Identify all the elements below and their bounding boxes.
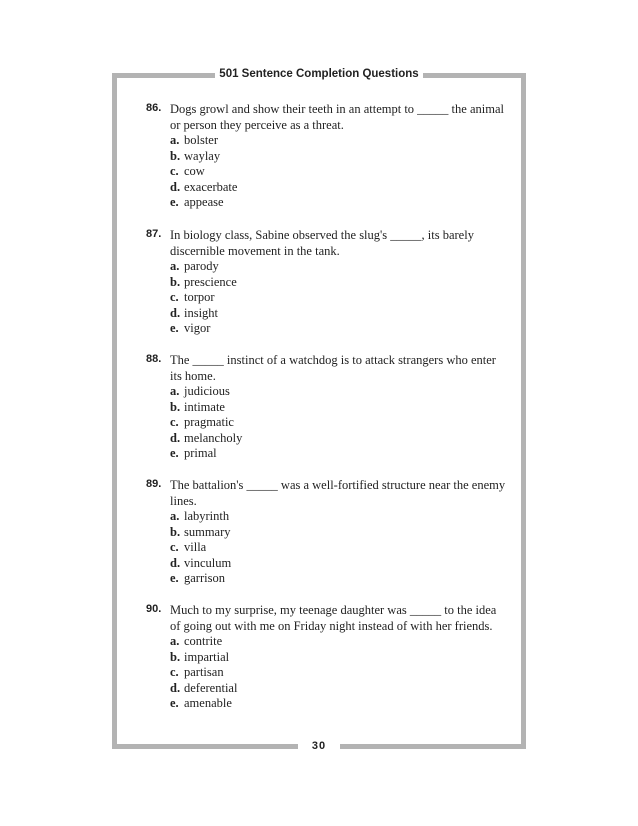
option-text: cow bbox=[184, 164, 205, 178]
question-stem: In biology class, Sabine observed the slug's _____, its barely discernible movement in the tank. bbox=[170, 228, 474, 258]
question-88 bbox=[146, 353, 506, 462]
option-letter: a. bbox=[170, 259, 180, 273]
question-number: 88. bbox=[146, 353, 162, 365]
answer-options bbox=[170, 634, 506, 712]
frame-bottom-left-rule bbox=[112, 744, 298, 749]
question-stem: The battalion's _____ was a well-fortified structure near the enemy lines. bbox=[170, 478, 506, 508]
option-letter: d. bbox=[170, 680, 181, 695]
option-text: parody bbox=[184, 259, 219, 273]
option-text: bolster bbox=[184, 133, 219, 147]
option-letter: b. bbox=[170, 524, 181, 539]
page-number: 30 bbox=[311, 740, 327, 752]
option-c bbox=[170, 290, 506, 306]
question-stem: The _____ instinct of a watchdog is to attack strangers who enter its home. bbox=[170, 353, 496, 383]
option-c bbox=[170, 540, 506, 556]
question-87 bbox=[146, 228, 506, 337]
option-text: waylay bbox=[184, 148, 221, 163]
option-c bbox=[170, 415, 506, 431]
option-d bbox=[170, 306, 506, 322]
option-text: melancholy bbox=[184, 430, 243, 445]
option-text: judicious bbox=[184, 384, 230, 398]
option-letter: d. bbox=[170, 179, 181, 194]
frame-top-left-rule bbox=[112, 73, 215, 78]
option-d bbox=[170, 681, 506, 697]
question-number: 89. bbox=[146, 478, 162, 490]
option-text: insight bbox=[184, 305, 219, 320]
option-text: contrite bbox=[184, 634, 223, 648]
option-c bbox=[170, 164, 506, 180]
option-e bbox=[170, 321, 506, 337]
option-text: exacerbate bbox=[184, 179, 238, 194]
option-letter: d. bbox=[170, 430, 181, 445]
option-e bbox=[170, 446, 506, 462]
option-letter: c. bbox=[170, 290, 179, 304]
option-letter: d. bbox=[170, 555, 181, 570]
option-letter: e. bbox=[170, 321, 179, 335]
option-letter: e. bbox=[170, 195, 179, 209]
option-letter: b. bbox=[170, 148, 181, 163]
option-letter: b. bbox=[170, 649, 181, 664]
option-text: vinculum bbox=[184, 555, 232, 570]
option-d bbox=[170, 556, 506, 572]
option-letter: a. bbox=[170, 634, 180, 648]
option-a bbox=[170, 133, 506, 149]
question-90 bbox=[146, 603, 506, 712]
option-letter: c. bbox=[170, 540, 179, 554]
option-text: pragmatic bbox=[184, 415, 234, 429]
option-letter: c. bbox=[170, 164, 179, 178]
option-a bbox=[170, 634, 506, 650]
option-text: vigor bbox=[184, 321, 211, 335]
option-text: villa bbox=[184, 540, 207, 554]
question-number: 87. bbox=[146, 228, 162, 240]
option-text: labyrinth bbox=[184, 509, 230, 523]
question-86 bbox=[146, 102, 506, 211]
option-d bbox=[170, 180, 506, 196]
option-a bbox=[170, 509, 506, 525]
frame-bottom-right-rule bbox=[340, 744, 526, 749]
option-letter: e. bbox=[170, 446, 179, 460]
answer-options bbox=[170, 384, 506, 462]
option-b bbox=[170, 149, 506, 165]
option-letter: a. bbox=[170, 509, 180, 523]
option-letter: e. bbox=[170, 571, 179, 585]
frame-left-rule bbox=[112, 73, 117, 749]
option-b bbox=[170, 275, 506, 291]
option-b bbox=[170, 400, 506, 416]
option-text: impartial bbox=[184, 649, 230, 664]
option-a bbox=[170, 384, 506, 400]
option-letter: c. bbox=[170, 665, 179, 679]
question-number: 90. bbox=[146, 603, 162, 615]
answer-options bbox=[170, 259, 506, 337]
option-letter: d. bbox=[170, 305, 181, 320]
option-e bbox=[170, 696, 506, 712]
option-text: intimate bbox=[184, 399, 225, 414]
option-letter: a. bbox=[170, 133, 180, 147]
option-text: prescience bbox=[184, 274, 237, 289]
question-number: 86. bbox=[146, 102, 162, 114]
answer-options bbox=[170, 509, 506, 587]
option-d bbox=[170, 431, 506, 447]
page-header: 501 Sentence Completion Questions bbox=[219, 68, 419, 80]
option-text: appease bbox=[184, 195, 224, 209]
option-text: garrison bbox=[184, 571, 225, 585]
option-letter: e. bbox=[170, 696, 179, 710]
option-c bbox=[170, 665, 506, 681]
question-89 bbox=[146, 478, 506, 587]
option-text: partisan bbox=[184, 665, 224, 679]
option-b bbox=[170, 650, 506, 666]
answer-options bbox=[170, 133, 506, 211]
frame-right-rule bbox=[521, 73, 526, 749]
option-text: deferential bbox=[184, 680, 238, 695]
question-stem: Dogs growl and show their teeth in an attempt to _____ the animal or person they perceive as a threat. bbox=[170, 102, 504, 132]
option-letter: a. bbox=[170, 384, 180, 398]
option-e bbox=[170, 195, 506, 211]
option-letter: b. bbox=[170, 399, 181, 414]
option-text: primal bbox=[184, 446, 217, 460]
option-e bbox=[170, 571, 506, 587]
frame-top-right-rule bbox=[423, 73, 526, 78]
option-text: torpor bbox=[184, 290, 215, 304]
option-b bbox=[170, 525, 506, 541]
option-text: summary bbox=[184, 524, 231, 539]
option-a bbox=[170, 259, 506, 275]
option-letter: c. bbox=[170, 415, 179, 429]
question-stem: Much to my surprise, my teenage daughter was _____ to the idea of going out with me on Friday night instead of with her friends. bbox=[170, 603, 497, 633]
option-letter: b. bbox=[170, 274, 181, 289]
option-text: amenable bbox=[184, 696, 232, 710]
